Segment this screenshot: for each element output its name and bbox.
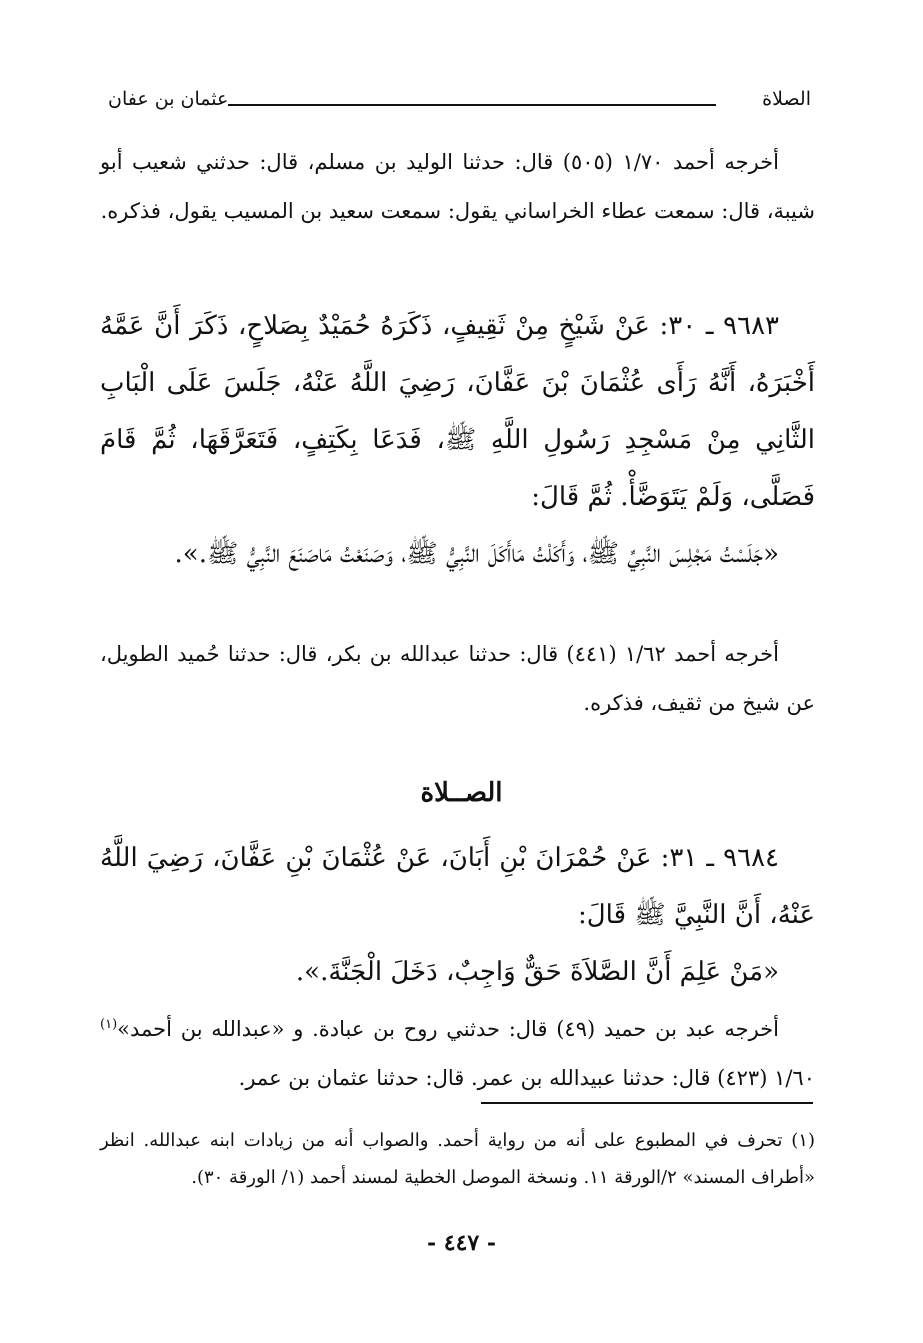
hadith-9684-quote: «مَنْ عَلِمَ أَنَّ الصَّلاَةَ حَقٌّ وَاجِبٌ، دَخَلَ الْجَنَّةَ.». bbox=[295, 957, 779, 987]
section-heading: الصــلاة bbox=[420, 778, 503, 808]
takhrij-3-text: أخرجه عبد بن حميد (٤٩) قال: حدثني روح بن عبادة. و «عبدالله بن أحمد» bbox=[117, 1017, 779, 1041]
header-section: الصلاة bbox=[762, 88, 811, 110]
takhrij-3-continued: ١/٦٠ (٤٢٣) قال: حدثنا عبيدالله بن عمر. قال: حدثنا عثمان بن عمر. bbox=[238, 1066, 815, 1090]
takhrij-paragraph-3 bbox=[100, 1000, 815, 1103]
header-name: عثمان بن عفان bbox=[108, 88, 229, 110]
takhrij-paragraph-1: أخرجه أحمد ١/٧٠ (٥٠٥) قال: حدثنا الوليد بن مسلم، قال: حدثني شعيب أبو شيبة، قال: سمعت عطاء الخراساني يقول: سمعت سعيد بن المسيب يقول، فذكره. bbox=[100, 150, 815, 223]
hadith-9684 bbox=[100, 830, 815, 1001]
page-number: - ٤٤٧ - bbox=[426, 1230, 497, 1256]
takhrij-paragraph-2: أخرجه أحمد ١/٦٢ (٤٤١) قال: حدثنا عبدالله بن بكر، قال: حدثنا حُميد الطويل، عن شيخ من ثقيف، فذكره. bbox=[100, 642, 815, 715]
footnote-marker: (١) bbox=[100, 1017, 118, 1032]
running-header bbox=[108, 88, 811, 128]
hadith-9683-quote: «جَلَسْتُ مَجْلِسَ النَّبِيِّ ﷺ، وَأَكَلْتُ مَاأَكَلَ النَّبِيُّ ﷺ، وَصَنَعْتُ مَاصَنَعَ النَّبِيُّ ﷺ.». bbox=[174, 539, 779, 569]
footnote-rule bbox=[481, 1102, 813, 1104]
footnote: (١) تحرف في المطبوع على أنه من رواية أحمد. والصواب أنه من زيادات ابنه عبدالله. انظر «أطراف المسند» ٢/الورقة ١١. ونسخة الموصل الخطية لمسند أحمد (١/ الورقة ٣٠). bbox=[100, 1130, 815, 1188]
hadith-9683 bbox=[100, 298, 815, 583]
header-rule bbox=[228, 104, 716, 106]
hadith-9683-text: ٩٦٨٣ ـ ٣٠: عَنْ شَيْخٍ مِنْ ثَقِيفٍ، ذَكَرَهُ حُمَيْدٌ بِصَلاحٍ، ذَكَرَ أَنَّ عَمَّهُ أَخْبَرَهُ، أَنَّهُ رَأَى عُثْمَانَ بْنَ عَفَّانَ، رَضِيَ اللَّهُ عَنْهُ، جَلَسَ عَلَى الْبَابِ الثَّانِي مِنْ مَسْجِدِ رَسُولِ اللَّهِ ﷺ، فَدَعَا بِكَتِفٍ، فَتَعَرَّقَهَا، ثُمَّ قَامَ فَصَلَّى، وَلَمْ يَتَوَضَّأْ. ثُمَّ قَالَ: bbox=[100, 311, 815, 512]
hadith-9684-text: ٩٦٨٤ ـ ٣١: عَنْ حُمْرَانَ بْنِ أَبَانَ، عَنْ عُثْمَانَ بْنِ عَفَّانَ، رَضِيَ اللَّهُ عَنْهُ، أَنَّ النَّبِيَّ ﷺ قَالَ: bbox=[100, 843, 815, 930]
